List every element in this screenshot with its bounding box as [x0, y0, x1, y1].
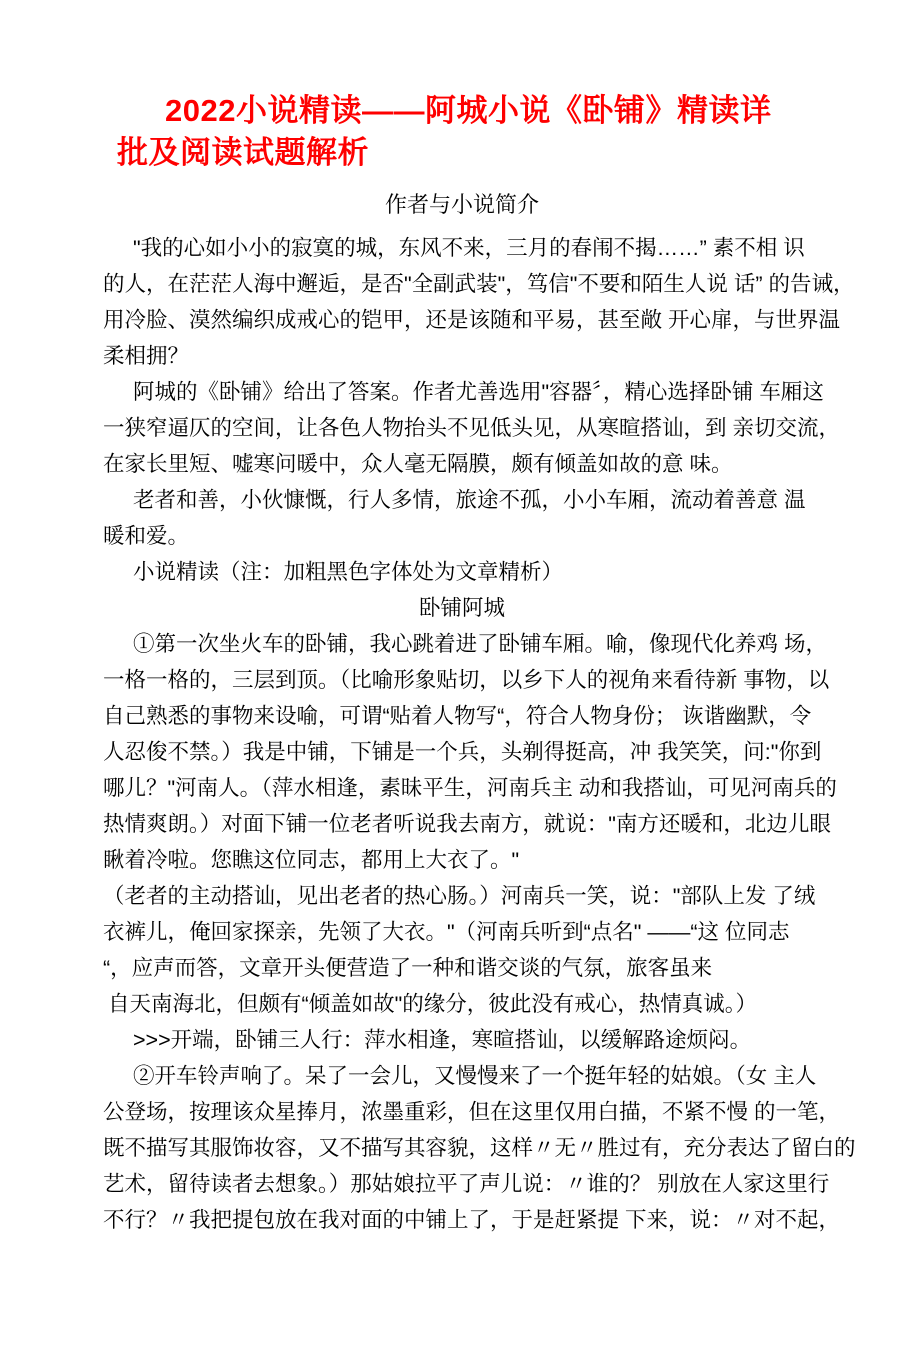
text-line: 自己熟悉的事物来设喻，可谓“贴着人物写“，符合人物身份； 诙谐幽默，令 [103, 704, 812, 728]
text-line: 柔相拥？ [103, 344, 190, 368]
text-line: >>>开端，卧铺三人行：萍水相逢，寒暄搭讪，以缓解路途烦闷。 [133, 1028, 752, 1052]
text-line: 既不描写其服饰妆容，又不描写其容貌，这样〃无〃胜过有，充分表达了留白的 [103, 1136, 856, 1160]
text-line: ①第一次坐火车的卧铺，我心跳着进了卧铺车厢。喻，像现代化养鸡 场， [133, 632, 827, 656]
section-heading: 作者与小说简介 [384, 192, 539, 217]
text-line: 人忍俊不禁。）我是中铺，下铺是一个兵，头剃得挺高，冲 我笑笑，问:"你到 [103, 740, 822, 764]
text-line: "我的心如小小的寂寞的城，东风不来，三月的春闱不揭……” 素不相 识 [133, 236, 805, 260]
text-line: “，应声而答，文章开头便营造了一种和谐交谈的气氛，旅客虽来 [103, 956, 713, 980]
text-line: 老者和善，小伙慷慨，行人多情，旅途不孤，小小车厢，流动着善意 温 [133, 488, 806, 512]
text-line: 一格一格的，三层到顶。（比喻形象贴切，以乡下人的视角来看待新 事物，以 [103, 668, 830, 692]
text-line: 卧铺阿城 [418, 596, 505, 620]
text-line: 哪儿？"河南人。（萍水相逢，素昧平生，河南兵主 动和我搭讪，可见河南兵的 [103, 776, 837, 800]
text-line: 在家长里短、嘘寒问暖中，众人毫无隔膜，颇有倾盖如故的意 味。 [103, 452, 733, 476]
text-line: 不行？〃我把提包放在我对面的中铺上了，于是赶紧提 下来，说：〃对不起， [103, 1208, 840, 1232]
text-line: 的人，在茫茫人海中邂逅，是否"全副武装"，笃信"不要和陌生人说 话” 的告诫， [103, 272, 855, 296]
text-line: 暖和爱。 [103, 524, 190, 548]
text-line: 用冷脸、漠然编织成戒心的铠甲，还是该随和平易，甚至敞 开心扉，与世界温 [103, 308, 840, 332]
title-line-1: 2022小说精读——阿城小说《卧铺》精读详 [165, 93, 772, 128]
title-line-2: 批及阅读试题解析 [117, 135, 369, 170]
document-content [103, 90, 856, 1238]
text-line: ②开车铃声响了。呆了一会儿，又慢慢来了一个挺年轻的姑娘。（女 主人 [133, 1064, 817, 1088]
text-line: 艺术，留待读者去想象。）那姑娘拉平了声儿说：〃谁的？ 别放在人家这里行 [103, 1172, 830, 1196]
text-line: 衣裤儿，俺回家探亲，先领了大衣。"（河南兵听到“点名" ——“这 位同志 [103, 920, 790, 944]
body-text [103, 230, 856, 1238]
document-title [117, 90, 821, 174]
text-line: 一狭窄逼仄的空间，让各色人物抬头不见低头见，从寒暄搭讪，到 亲切交流， [103, 416, 840, 440]
text-line: 公登场，按理该众星捧月，浓墨重彩，但在这里仅用白描，不紧不慢 的一笔， [103, 1100, 840, 1124]
text-line: 瞅着冷啦。您瞧这位同志，都用上大衣了。" [103, 848, 520, 872]
text-line: （老者的主动搭讪，见出老者的热心肠。）河南兵一笑，说："部队上发 了绒 [103, 884, 816, 908]
text-line: 自天南海北，但颇有“倾盖如故"的缘分，彼此没有戒心，热情真诚。） [108, 992, 758, 1016]
text-line: 阿城的《卧铺》给出了答案。作者尤善选用"容器〞，精心选择卧铺 车厢这 [133, 380, 824, 404]
text-line: 小说精读（注：加粗黑色字体处为文章精析） [133, 560, 564, 584]
text-line: 热情爽朗。）对面下铺一位老者听说我去南方，就说："南方还暖和，北边儿眼 [103, 812, 831, 836]
